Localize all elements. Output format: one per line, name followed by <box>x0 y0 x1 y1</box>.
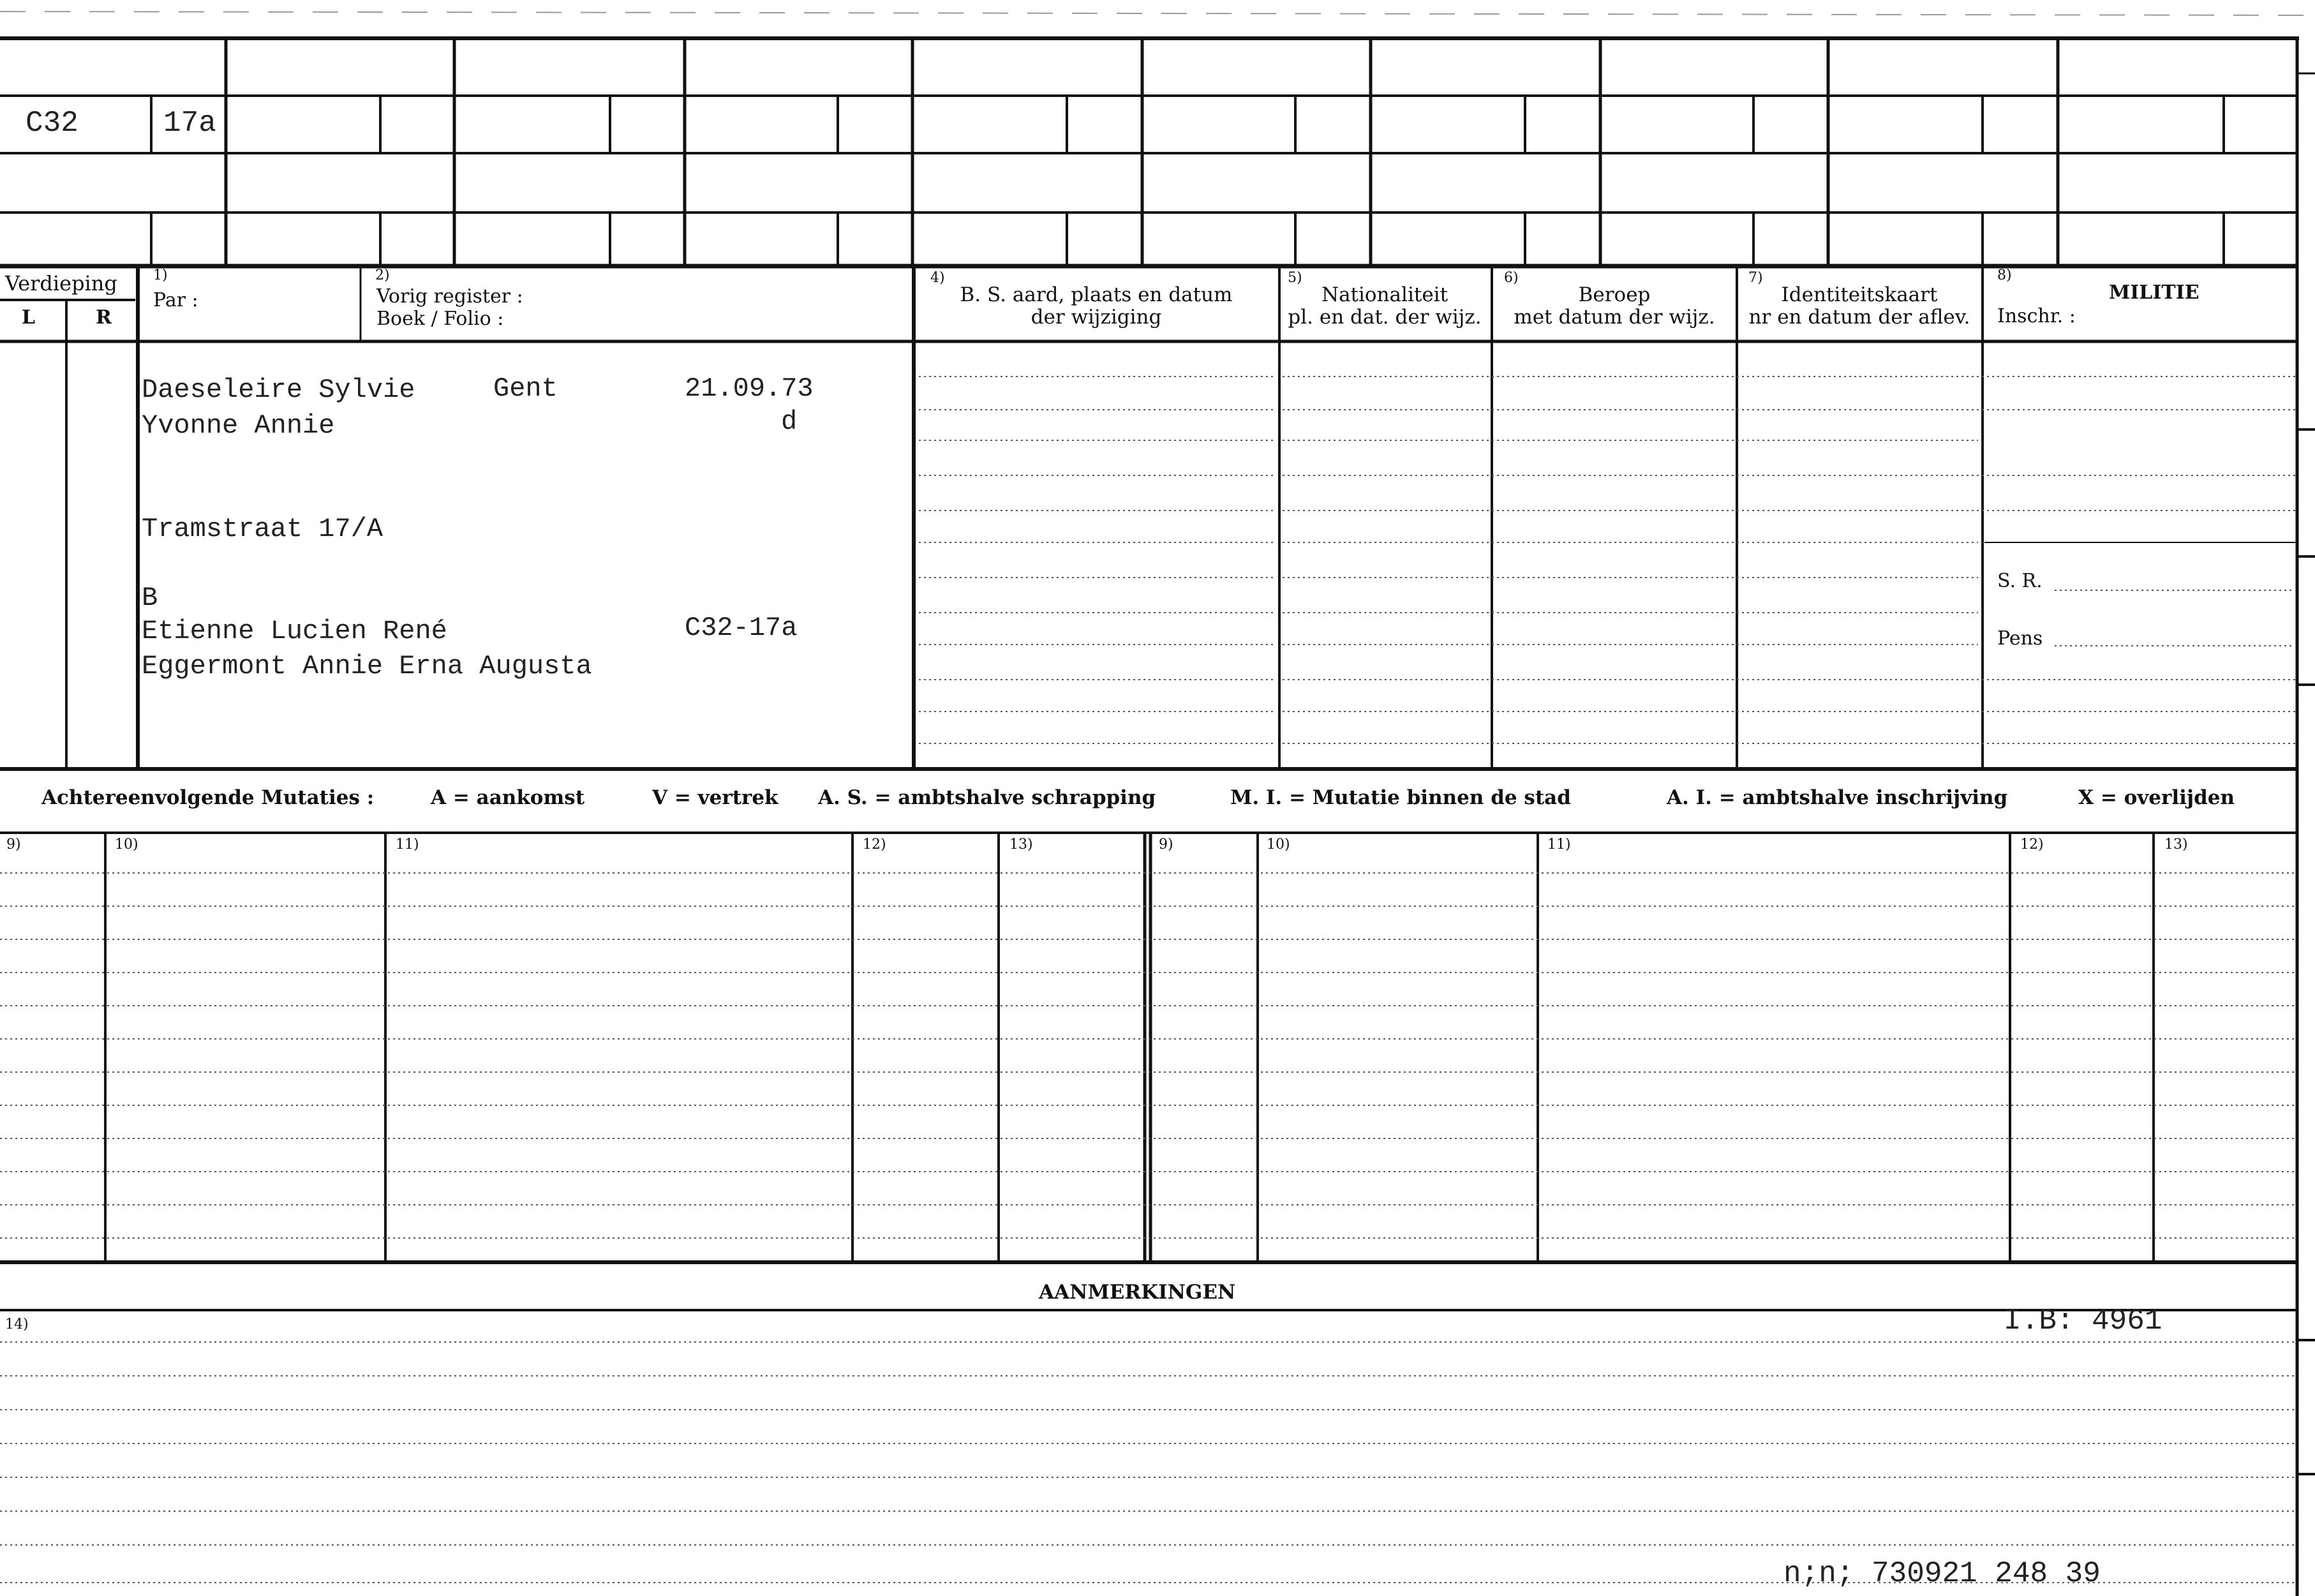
entry-father: Etienne Lucien René <box>142 616 447 646</box>
mut-left-col13: 13) <box>1009 837 1033 853</box>
mut-right-col13: 13) <box>2164 837 2188 853</box>
mut-left-col12: 12) <box>863 837 886 853</box>
entry-birthplace: Gent <box>493 373 558 404</box>
entry-name: Daeseleire Sylvie <box>142 375 415 405</box>
militia-title: MILITIE <box>2109 281 2200 304</box>
militia-pens: Pens <box>1997 627 2043 650</box>
remarks-section <box>0 1310 2297 1583</box>
floor-right: R <box>96 306 112 329</box>
floor-left: L <box>22 306 36 329</box>
mut-right-col12: 12) <box>2020 837 2044 853</box>
col7-line1: Identiteitskaart <box>1781 283 1938 306</box>
mut-left-col11: 11) <box>396 837 419 853</box>
col4-number: 4) <box>930 270 945 286</box>
col4-line1: B. S. aard, plaats en datum <box>960 283 1233 306</box>
col2-number: 2) <box>375 267 390 283</box>
remarks-title: AANMERKINGEN <box>1039 1281 1236 1304</box>
legend-arrival: A = aankomst <box>431 786 585 809</box>
col8-number: 8) <box>1997 267 2012 283</box>
national-number: n;n; 730921 248 39 <box>1783 1557 2101 1590</box>
house-number: 17a <box>163 107 216 140</box>
legend-city-move: M. I. = Mutatie binnen de stad <box>1230 786 1571 809</box>
militia-sr: S. R. <box>1997 570 2043 592</box>
entry-sex: d <box>781 406 798 437</box>
col7-line2: nr en datum der aflev. <box>1748 306 1970 329</box>
entry-address: Tramstraat 17/A <box>142 514 383 544</box>
ib-number: I.B: 4961 <box>2004 1304 2162 1338</box>
mut-right-col10: 10) <box>1267 837 1290 853</box>
col2-line1: Vorig register : <box>376 285 523 308</box>
col7-number: 7) <box>1748 270 1763 286</box>
col1-number: 1) <box>153 267 168 283</box>
legend-departure: V = vertrek <box>652 786 778 809</box>
col2-line2: Boek / Folio : <box>376 308 504 330</box>
militia-inschr: Inschr. : <box>1997 305 2076 327</box>
person-entry <box>142 373 814 682</box>
col4-line2: der wijziging <box>1031 306 1162 329</box>
floor-header: Verdieping <box>5 271 117 295</box>
col6-number: 6) <box>1504 270 1519 286</box>
legend-official-removal: A. S. = ambtshalve schrapping <box>818 786 1156 809</box>
col6-line1: Beroep <box>1578 283 1651 306</box>
entry-mother: Eggermont Annie Erna Augusta <box>142 651 592 682</box>
remarks-number: 14) <box>5 1316 29 1332</box>
entry-ruling <box>919 377 2297 743</box>
address-grid <box>0 38 2297 266</box>
legend-death: X = overlijden <box>2078 786 2235 809</box>
mut-left-col9: 9) <box>6 837 21 853</box>
building-code: C32 <box>26 107 78 140</box>
entry-code: B <box>142 583 158 613</box>
mutations-table <box>0 833 2297 1262</box>
entry-birthdate: 21.09.73 <box>685 373 814 404</box>
col5-line1: Nationaliteit <box>1321 283 1448 306</box>
col5-line2: pl. en dat. der wijz. <box>1288 306 1482 329</box>
mut-left-col10: 10) <box>115 837 138 853</box>
col5-number: 5) <box>1288 270 1302 286</box>
legend-official-registration: A. I. = ambtshalve inschrijving <box>1667 786 2008 809</box>
legend-title: Achtereenvolgende Mutaties : <box>41 786 375 809</box>
mut-right-col11: 11) <box>1547 837 1571 853</box>
entry-given-names: Yvonne Annie <box>142 410 335 441</box>
col1-label: Par : <box>153 289 198 311</box>
mut-right-col9: 9) <box>1159 837 1173 853</box>
col6-line2: met datum der wijz. <box>1514 306 1715 329</box>
entry-reference: C32-17a <box>685 613 798 643</box>
mutations-legend <box>41 786 2235 809</box>
